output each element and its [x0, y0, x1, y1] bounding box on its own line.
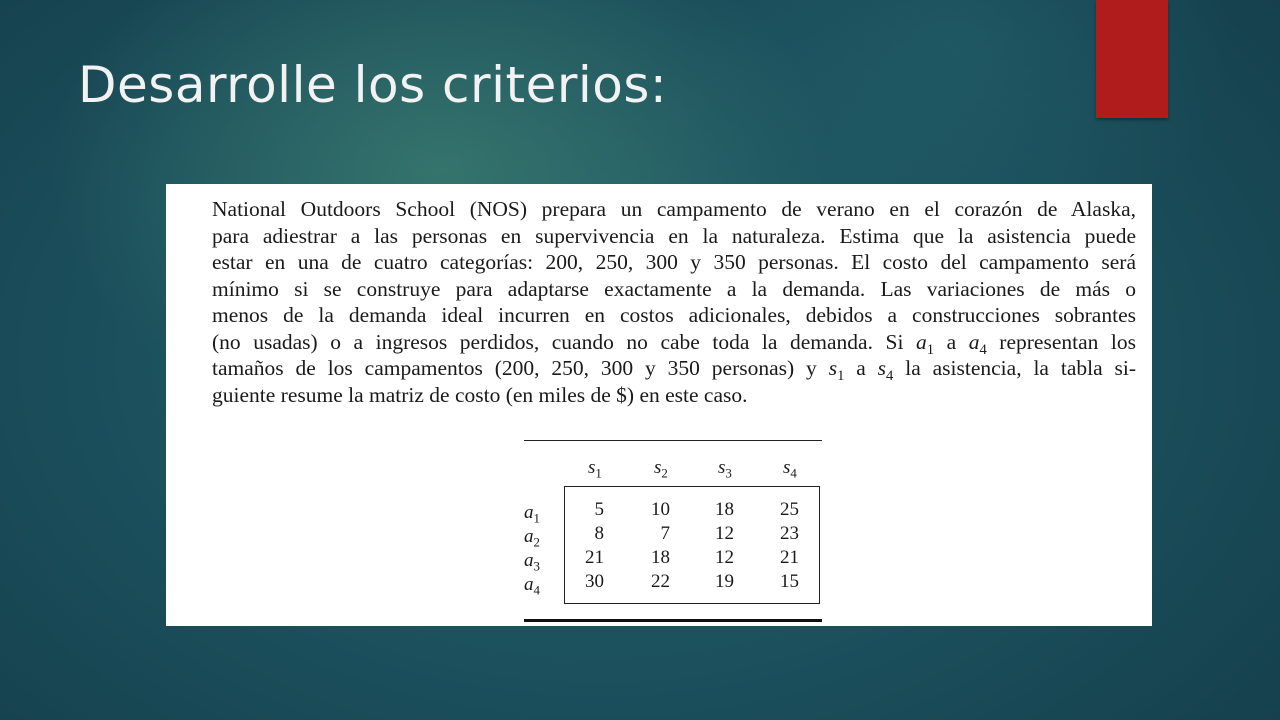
cost-cell: 18 [715, 499, 734, 520]
problem-line: mínimo si se construye para adaptarse exactamente a la demanda. Las variaciones de más o [212, 276, 1136, 301]
problem-text-segment: a [844, 356, 878, 380]
cost-cell: 25 [780, 499, 799, 520]
problem-line: National Outdoors School (NOS) prepara un campamento de verano en el corazón de Alaska, [212, 197, 1136, 221]
math-variable: $s_1$ [828, 356, 845, 385]
problem-text-segment: (no usadas) o a ingresos perdidos, cuando no cabe toda la demanda. Si [212, 329, 916, 354]
problem-text-segment: tamaños de los campamentos (200, 250, 300 y 350 personas) y [212, 356, 829, 380]
problem-paragraph [212, 196, 1136, 408]
column-header: $s_4$ [783, 457, 797, 481]
row-header: $a_2$ [524, 526, 540, 550]
cost-cell: 8 [594, 523, 604, 544]
math-variable: $a_4$ [968, 329, 987, 358]
slide-title: Desarrolle los criterios: [78, 56, 668, 114]
cost-cell: 21 [780, 547, 799, 568]
problem-text-segment: la asistencia, la tabla si- [893, 356, 1137, 380]
cost-cell: 5 [594, 499, 604, 520]
column-header: $s_1$ [588, 457, 602, 481]
cost-cell: 19 [715, 571, 734, 592]
problem-line [212, 329, 1136, 356]
math-variable: $a_1$ [915, 329, 935, 358]
column-header: $s_3$ [718, 457, 732, 481]
problem-line: estar en una de cuatro categorías: 200, 250, 300 y 350 personas. El costo del campamento será [212, 250, 1136, 274]
cost-cell: 23 [780, 523, 799, 544]
problem-text-segment: a [934, 329, 969, 354]
cost-cell: 7 [660, 523, 670, 544]
cost-cell: 10 [651, 499, 670, 520]
accent-bar [1096, 0, 1168, 118]
cost-cell: 12 [715, 547, 734, 568]
row-header: $a_1$ [524, 502, 540, 526]
table-top-rule [524, 440, 822, 441]
cost-cell: 15 [780, 571, 799, 592]
column-header: $s_2$ [654, 457, 668, 481]
cost-cell: 22 [651, 571, 670, 592]
math-variable: $s_4$ [877, 356, 894, 385]
problem-statement-image [166, 184, 1152, 626]
problem-line: menos de la demanda ideal incurren en costos adicionales, debidos a construcciones sobrantes [212, 303, 1136, 327]
cost-cell: 12 [715, 523, 734, 544]
row-header: $a_3$ [524, 550, 540, 574]
problem-line: guiente resume la matriz de costo (en miles de $) en este caso. [212, 382, 748, 407]
cost-cell: 18 [651, 547, 670, 568]
cost-cell: 30 [585, 571, 604, 592]
problem-line [212, 355, 1137, 385]
table-bottom-rule [524, 619, 822, 622]
cost-cell: 21 [585, 547, 604, 568]
row-header: $a_4$ [524, 574, 540, 598]
problem-text-segment: representan los [986, 329, 1137, 354]
problem-line: para adiestrar a las personas en supervivencia en la naturaleza. Estima que la asistencia puede [212, 223, 1136, 248]
